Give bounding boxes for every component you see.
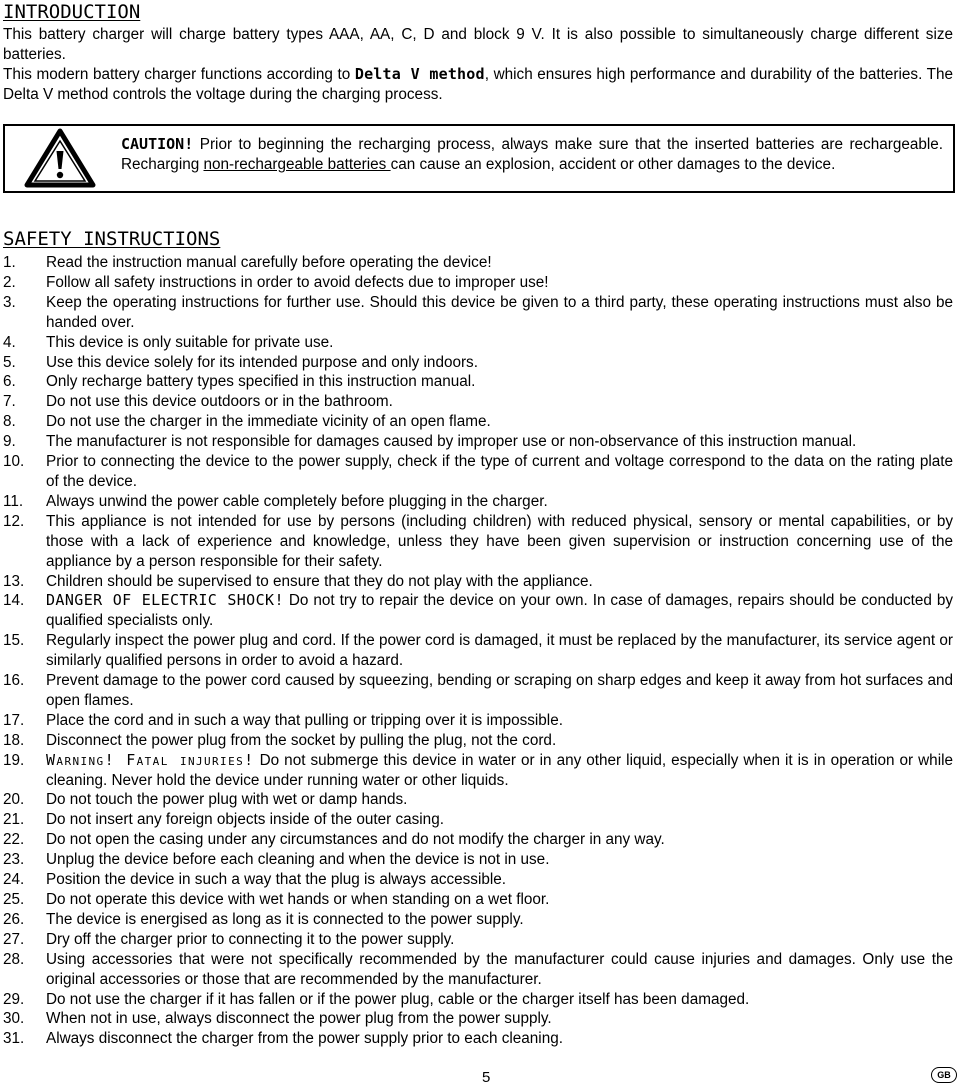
caution-text-before: Prior to beginning the recharging process, always make sure that the inserted batteries are rechargeable. Recharging [121, 136, 943, 173]
list-item-number: 3. [3, 293, 16, 311]
list-item-text [46, 253, 953, 273]
list-item-text [46, 512, 953, 572]
list-item-number: 13. [3, 572, 25, 590]
introduction-heading: INTRODUCTION [3, 1, 141, 23]
list-item-body: Do not try to repair the device on your own. In case of damages, repairs should be conducted by qualified specialists only. [46, 592, 953, 630]
list-item-text [46, 412, 953, 432]
list-item-body: Place the cord and in such a way that pulling or tripping over it is impossible. [46, 711, 563, 729]
list-item [3, 950, 953, 990]
list-item-body: Children should be supervised to ensure that they do not play with the appliance. [46, 572, 593, 590]
safety-instructions-list [3, 253, 953, 1049]
list-item-body: Follow all safety instructions in order to avoid defects due to improper use! [46, 273, 549, 291]
list-item-body: Prior to connecting the device to the power supply, check if the type of current and voltage correspond to the data on the rating plate of the device. [46, 453, 953, 490]
list-item [3, 572, 953, 592]
list-item-body: Do not open the casing under any circumstances and do not modify the charger in any way. [46, 831, 665, 849]
list-item-body: Prevent damage to the power cord caused by squeezing, bending or scraping on sharp edges and keep it away from hot surfaces and open flames. [46, 672, 953, 709]
list-item-body: When not in use, always disconnect the power plug from the power supply. [46, 1010, 552, 1028]
caution-text-after: can cause an explosion, accident or other damages to the device. [390, 155, 836, 173]
list-item-number: 14. [3, 592, 25, 610]
list-item-text [46, 1009, 953, 1029]
list-item-body: Do not touch the power plug with wet or damp hands. [46, 791, 408, 809]
list-item-text [46, 333, 953, 353]
intro-paragraph-2 [3, 65, 953, 105]
list-item-text [46, 293, 953, 333]
list-item [3, 930, 953, 950]
list-item-body: Always unwind the power cable completely before plugging in the charger. [46, 492, 548, 510]
list-item-number: 1. [3, 254, 16, 271]
list-item-body: Position the device in such a way that the plug is always accessible. [46, 871, 507, 889]
list-item-text [46, 731, 953, 751]
list-item-body: Keep the operating instructions for further use. Should this device be given to a third party, these operating instructions must also be handed over. [46, 293, 953, 331]
list-item-emphasis: Warning! Fatal injuries! [46, 750, 255, 769]
list-item-text [46, 930, 953, 950]
list-item-number: 17. [3, 711, 25, 729]
safety-instructions-heading: SAFETY INSTRUCTIONS [3, 228, 221, 250]
list-item-text [46, 950, 953, 990]
list-item-number: 27. [3, 930, 25, 948]
list-item-number: 2. [3, 273, 16, 291]
list-item-body: Regularly inspect the power plug and cord. If the power cord is damaged, it must be replaced by the manufacturer, its service agent or similarly qualified persons in order to avoid a hazard. [46, 632, 953, 670]
list-item-number: 28. [3, 950, 25, 968]
list-item-number: 21. [3, 811, 25, 829]
list-item-body: Do not use the charger if it has fallen or if the power plug, cable or the charger itself has been damaged. [46, 990, 750, 1008]
list-item-body: Do not submerge this device in water or in any other liquid, especially when it is in operation or while cleaning. Never hold the device under running water or other liquids. [46, 751, 953, 789]
caution-label: CAUTION! [121, 135, 194, 153]
list-item-body: This appliance is not intended for use by persons (including children) with reduced physical, sensory or mental capabilities, or by those with a lack of experience and knowledge, unless they have been given supervision or instruction concerning use of the appliance by a person responsible for their safety. [46, 512, 953, 570]
list-item-body: The manufacturer is not responsible for damages caused by improper use or non-observance of this instruction manual. [46, 433, 857, 451]
list-item-body: Do not use this device outdoors or in the bathroom. [46, 393, 393, 411]
list-item-number: 16. [3, 672, 25, 690]
intro-p2-after: , which ensures high performance and durability of the batteries. The Delta V method controls the voltage during the charging process. [3, 65, 953, 103]
list-item-text [46, 392, 953, 412]
list-item-number: 12. [3, 512, 25, 530]
intro-p2-before: This modern battery charger functions according to [3, 65, 355, 83]
list-item [3, 412, 953, 432]
delta-v-method-emphasis: Delta V method [354, 64, 485, 83]
intro-paragraph-1: This battery charger will charge battery types AAA, AA, C, D and block 9 V. It is also possible to simultaneously charge different size batteries. [3, 26, 953, 63]
list-item-text [46, 850, 953, 870]
list-item [3, 810, 953, 830]
list-item-body: Using accessories that were not specifically recommended by the manufacturer could cause injuries and damages. Only use the original accessories or those that are recommended by the manufacturer. [46, 950, 953, 988]
list-item-body: Use this device solely for its intended purpose and only indoors. [46, 353, 478, 371]
list-item-body: Do not operate this device with wet hands or when standing on a wet floor. [46, 891, 550, 908]
caution-text [121, 135, 943, 175]
list-item-text [46, 890, 953, 910]
list-item-text [46, 711, 953, 731]
list-item-body: This device is only suitable for private use. [46, 333, 334, 351]
list-item-number: 26. [3, 910, 25, 928]
list-item-text [46, 751, 953, 791]
list-item-body: Only recharge battery types specified in this instruction manual. [46, 373, 476, 391]
list-item [3, 1009, 953, 1029]
list-item-number: 9. [3, 433, 16, 451]
list-item-number: 30. [3, 1010, 25, 1028]
list-item [3, 353, 953, 373]
list-item-number: 29. [3, 990, 25, 1008]
list-item-text [46, 353, 953, 373]
list-item-text [46, 273, 953, 293]
list-item-text [46, 432, 953, 452]
list-item-emphasis: DANGER OF ELECTRIC SHOCK! [46, 591, 284, 610]
list-item-number: 31. [3, 1030, 25, 1048]
list-item-body: Do not insert any foreign objects inside of the outer casing. [46, 811, 444, 829]
list-item-number: 5. [3, 353, 16, 371]
list-item-number: 22. [3, 831, 25, 849]
list-item-number: 7. [3, 393, 16, 411]
list-item [3, 392, 953, 412]
list-item-text [46, 1029, 953, 1049]
list-item-number: 18. [3, 731, 25, 749]
list-item [3, 990, 953, 1010]
list-item-text [46, 830, 953, 850]
list-item-number: 8. [3, 413, 16, 431]
list-item-body: The device is energised as long as it is connected to the power supply. [46, 910, 524, 928]
caution-box [3, 124, 955, 193]
list-item-text [46, 591, 953, 631]
list-item-number: 25. [3, 891, 25, 908]
list-item [3, 671, 953, 711]
list-item-number: 20. [3, 791, 25, 809]
list-item-body: Disconnect the power plug from the socket by pulling the plug, not the cord. [46, 731, 557, 749]
list-item-number: 10. [3, 453, 25, 471]
list-item-body: Unplug the device before each cleaning and when the device is not in use. [46, 851, 550, 869]
list-item [3, 432, 953, 452]
list-item-number: 23. [3, 851, 25, 869]
list-item-text [46, 372, 953, 392]
list-item [3, 830, 953, 850]
list-item-text [46, 910, 953, 930]
list-item-text [46, 671, 953, 711]
list-item [3, 293, 953, 333]
list-item [3, 850, 953, 870]
list-item-text [46, 990, 953, 1010]
list-item [3, 751, 953, 791]
list-item [3, 790, 953, 810]
list-item [3, 890, 953, 910]
list-item-text [46, 452, 953, 492]
list-item-number: 4. [3, 333, 16, 351]
list-item-body: Read the instruction manual carefully before operating the device! [46, 254, 492, 271]
list-item-text [46, 790, 953, 810]
list-item [3, 492, 953, 512]
list-item [3, 631, 953, 671]
list-item-text [46, 492, 953, 512]
list-item [3, 1029, 953, 1049]
page-number: 5 [482, 1069, 491, 1086]
list-item [3, 870, 953, 890]
list-item-number: 24. [3, 871, 25, 889]
introduction-text [3, 25, 953, 105]
list-item [3, 591, 953, 631]
list-item-text [46, 870, 953, 890]
caution-underlined-text: non-rechargeable batteries [203, 155, 391, 173]
warning-triangle-icon [23, 127, 97, 189]
list-item [3, 253, 953, 273]
list-item [3, 372, 953, 392]
list-item-text [46, 572, 953, 592]
list-item-body: Always disconnect the charger from the power supply prior to each cleaning. [46, 1030, 563, 1048]
list-item [3, 273, 953, 293]
list-item-number: 11. [3, 492, 24, 510]
list-item-number: 15. [3, 632, 25, 650]
list-item-text [46, 810, 953, 830]
list-item-body: Do not use the charger in the immediate vicinity of an open flame. [46, 413, 491, 431]
list-item-text [46, 631, 953, 671]
list-item-number: 19. [3, 751, 25, 769]
list-item [3, 711, 953, 731]
language-badge: GB [931, 1067, 957, 1083]
list-item [3, 452, 953, 492]
list-item-body: Dry off the charger prior to connecting it to the power supply. [46, 930, 455, 948]
list-item-number: 6. [3, 373, 16, 391]
list-item [3, 910, 953, 930]
list-item [3, 512, 953, 572]
list-item [3, 333, 953, 353]
list-item [3, 731, 953, 751]
